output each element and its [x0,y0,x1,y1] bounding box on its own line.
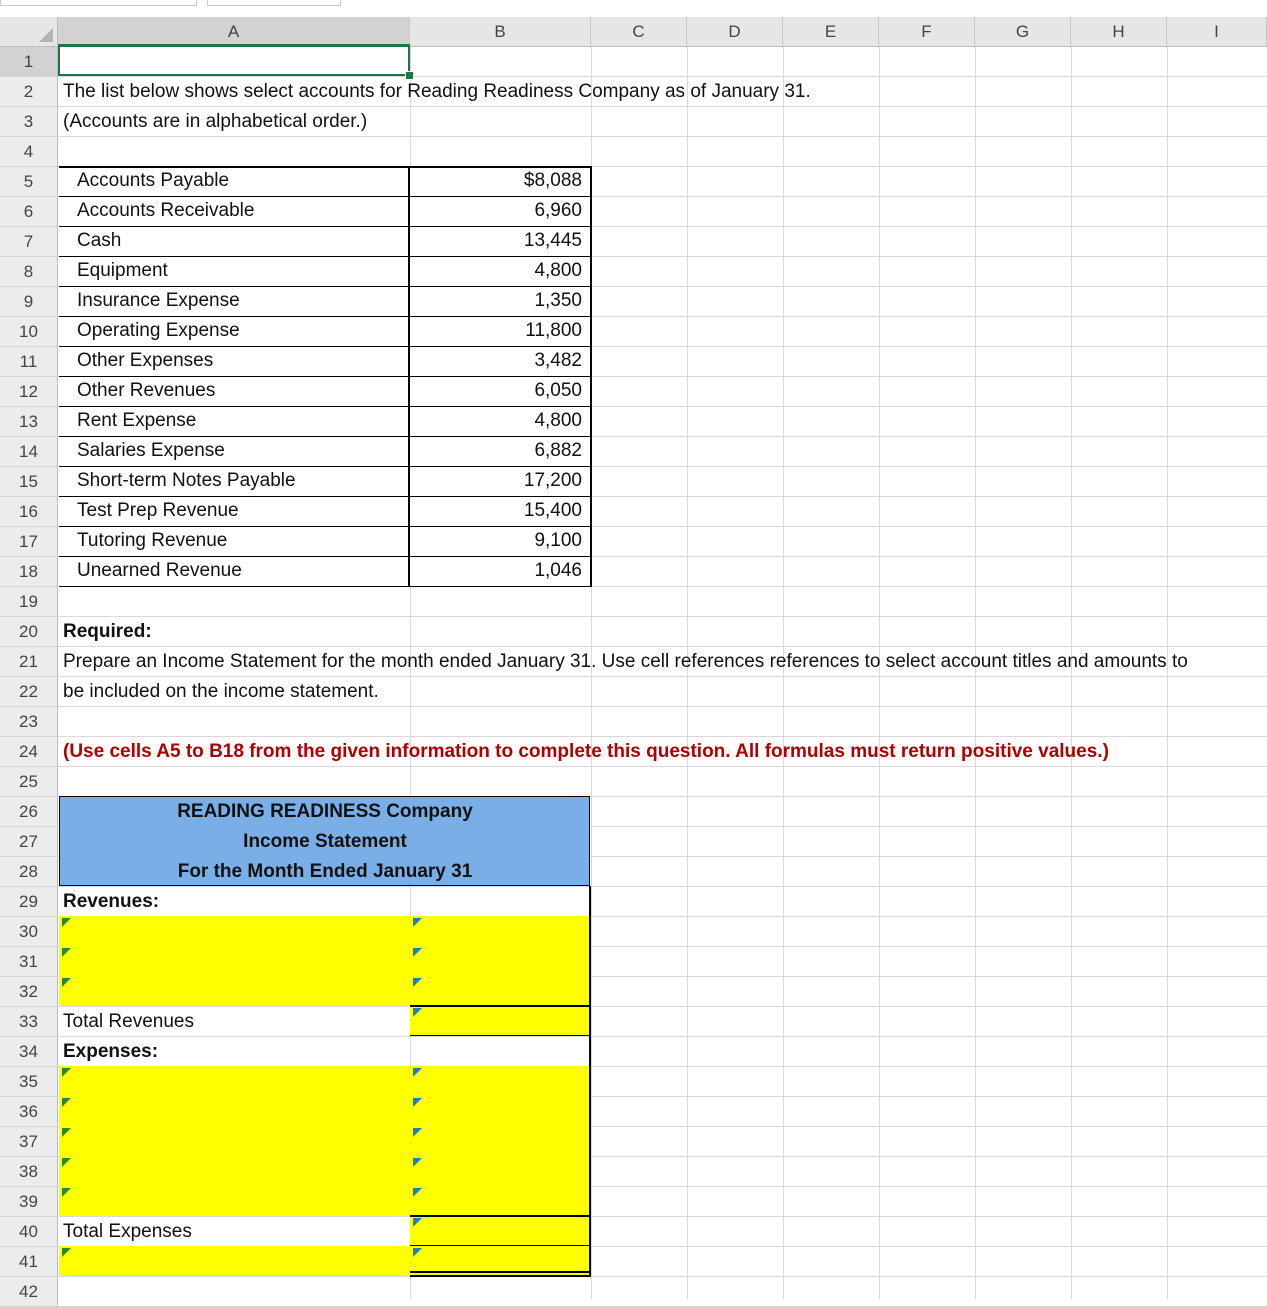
formula-marker-icon [62,918,71,927]
column-header-d[interactable] [687,17,783,47]
revenues-label: Revenues: [63,891,160,912]
row-header[interactable] [0,437,58,467]
column-letter: G [1015,21,1030,41]
column-letter: D [728,21,741,41]
row-number: 37 [19,1131,38,1151]
row-header[interactable] [0,1277,58,1307]
total-expenses-input[interactable] [410,1216,591,1246]
row-header[interactable] [0,167,58,197]
row-header[interactable] [0,227,58,257]
column-header-a[interactable] [58,17,410,47]
row-header[interactable] [0,587,58,617]
toolbar-tab-2[interactable] [207,0,341,6]
select-all-triangle-icon [39,28,53,42]
formula-marker-icon [413,1068,422,1077]
formula-marker-icon [413,1158,422,1167]
formula-marker-icon [413,978,422,987]
row-number: 33 [19,1011,38,1031]
column-letter: I [1214,21,1219,41]
row-number: 25 [19,771,38,791]
account-amount: 3,482 [534,350,582,371]
formula-marker-icon [62,1248,71,1257]
row-header[interactable] [0,917,58,947]
account-name: Salaries Expense [77,440,225,461]
row-number: 31 [19,951,38,971]
account-amount: 6,960 [534,200,582,221]
required-line-1: Prepare an Income Statement for the month ended January 31. Use cell references references to select account titles and amounts to [63,651,1188,672]
row-header[interactable] [0,527,58,557]
statement-title: Income Statement [243,831,407,852]
account-name: Test Prep Revenue [77,500,239,521]
row-header[interactable] [0,1007,58,1037]
formula-marker-icon [62,1128,71,1137]
row-header[interactable] [0,1067,58,1097]
row-number: 16 [19,501,38,521]
row-header[interactable] [0,677,58,707]
row-header[interactable] [0,1127,58,1157]
intro-line-2: (Accounts are in alphabetical order.) [63,111,368,132]
row-number: 15 [19,471,38,491]
formula-marker-icon [413,948,422,957]
row-number: 18 [19,561,38,581]
row-number: 23 [19,711,38,731]
row-number: 38 [19,1161,38,1181]
row-number: 1 [23,51,34,71]
table-column-border [590,166,592,587]
formula-marker-icon [413,918,422,927]
table-top-border [59,166,591,168]
total-expenses-bottom-border [410,1245,591,1246]
formula-marker-icon [62,1158,71,1167]
account-amount: 1,046 [534,560,582,581]
row-header[interactable] [0,1097,58,1127]
formula-marker-icon [62,978,71,987]
column-letter: F [921,21,932,41]
column-header-g[interactable] [975,17,1071,47]
row-number: 19 [19,591,38,611]
table-row-border [59,586,591,587]
row-header[interactable] [0,287,58,317]
row-header[interactable] [0,1157,58,1187]
row-number: 5 [23,171,34,191]
row-number: 21 [19,651,38,671]
account-name: Unearned Revenue [77,560,242,581]
account-name: Tutoring Revenue [77,530,228,551]
account-amount: 4,800 [534,260,582,281]
row-number: 42 [19,1281,38,1301]
account-name: Other Expenses [77,350,214,371]
row-header[interactable] [0,827,58,857]
row-header[interactable] [0,947,58,977]
row-header[interactable] [0,557,58,587]
expense-input-area[interactable] [59,1066,591,1216]
account-amount: 1,350 [534,290,582,311]
formula-marker-icon [413,1098,422,1107]
row-header[interactable] [0,737,58,767]
row-header[interactable] [0,257,58,287]
row-number: 20 [19,621,38,641]
account-name: Short-term Notes Payable [77,470,296,491]
formula-marker-icon [413,1008,422,1017]
row-header[interactable] [0,887,58,917]
select-all-corner[interactable] [0,17,58,47]
row-header[interactable] [0,707,58,737]
row-header[interactable] [0,407,58,437]
row-number: 30 [19,921,38,941]
total-revenues-bottom-border [410,1035,591,1036]
account-name: Rent Expense [77,410,197,431]
formula-marker-icon [62,1188,71,1197]
account-name: Accounts Receivable [77,200,255,221]
account-name: Insurance Expense [77,290,240,311]
row-number: 8 [23,261,34,281]
column-header-c[interactable] [591,17,687,47]
row-number: 13 [19,411,38,431]
account-amount: 17,200 [523,470,582,491]
row-header[interactable] [0,1187,58,1217]
total-revenues-top-border [410,1005,591,1007]
grid-row-line [58,616,1267,617]
column-header-i[interactable] [1167,17,1267,47]
row-number: 6 [23,201,34,221]
account-amount: 4,800 [534,410,582,431]
row-number: 3 [23,111,34,131]
grid-row-line [58,1036,1267,1037]
account-name: Operating Expense [77,320,240,341]
account-name: Other Revenues [77,380,216,401]
row-number: 39 [19,1191,38,1211]
row-number: 27 [19,831,38,851]
row-header[interactable] [0,137,58,167]
row-number: 17 [19,531,38,551]
row-number: 32 [19,981,38,1001]
column-letter: H [1112,21,1125,41]
account-amount: $8,088 [523,170,582,191]
row-number: 9 [23,291,34,311]
net-income-double-underline-2 [410,1275,591,1277]
row-header[interactable] [0,797,58,827]
row-header[interactable] [0,317,58,347]
row-number: 14 [19,441,38,461]
row-number: 40 [19,1221,38,1241]
statement-company-name: READING READINESS Company [177,801,473,822]
total-expenses-top-border [410,1215,591,1217]
column-header-e[interactable] [783,17,879,47]
required-heading: Required: [63,621,152,642]
row-header[interactable] [0,647,58,677]
grid-row-line [58,1216,1267,1217]
row-header[interactable] [0,377,58,407]
row-header[interactable] [0,497,58,527]
account-amount: 6,882 [534,440,582,461]
row-header[interactable] [0,197,58,227]
total-expenses-label: Total Expenses [63,1221,192,1242]
grid-row-line [58,1276,1267,1277]
total-revenues-label: Total Revenues [63,1011,194,1032]
row-header[interactable] [0,77,58,107]
account-name: Accounts Payable [77,170,230,191]
required-line-2: be included on the income statement. [63,681,379,702]
row-number: 7 [23,231,34,251]
formula-marker-icon [413,1218,422,1227]
account-name: Equipment [77,260,168,281]
statement-right-border [589,886,591,1276]
expenses-label: Expenses: [63,1041,159,1062]
row-header[interactable] [0,767,58,797]
instruction-note: (Use cells A5 to B18 from the given information to complete this question. All formulas must return positive values.) [63,741,1109,762]
column-header-f[interactable] [879,17,975,47]
row-number: 41 [19,1251,38,1271]
formula-marker-icon [62,1068,71,1077]
statement-period: For the Month Ended January 31 [177,861,473,882]
row-header[interactable] [0,617,58,647]
row-header[interactable] [0,467,58,497]
row-header[interactable] [0,977,58,1007]
column-header-h[interactable] [1071,17,1167,47]
account-amount: 6,050 [534,380,582,401]
row-number: 12 [19,381,38,401]
account-amount: 15,400 [523,500,582,521]
column-letter: C [632,21,645,41]
row-number: 24 [19,741,38,761]
column-letter: E [824,21,837,41]
row-number: 36 [19,1101,38,1121]
selected-cell-a1[interactable] [58,44,410,76]
account-amount: 11,800 [525,320,582,341]
column-header-b[interactable] [410,17,591,47]
grid-row-line [58,1006,1267,1007]
row-header[interactable] [0,347,58,377]
column-letter: B [494,21,506,41]
intro-line-1: The list below shows select accounts for Reading Readiness Company as of January 31. [63,81,811,102]
row-header[interactable] [0,47,58,77]
net-income-double-underline-1 [410,1271,591,1273]
formula-marker-icon [413,1128,422,1137]
account-amount: 9,100 [534,530,582,551]
column-letter: A [227,21,240,41]
row-number: 10 [19,321,38,341]
row-number: 34 [19,1041,38,1061]
row-number: 4 [23,141,34,161]
formula-marker-icon [62,1098,71,1107]
row-header[interactable] [0,1037,58,1067]
row-number: 28 [19,861,38,881]
toolbar-tab-1[interactable] [0,0,197,6]
row-number: 35 [19,1071,38,1091]
formula-marker-icon [413,1248,422,1257]
account-amount: 13,445 [523,230,582,251]
row-number: 2 [23,81,34,101]
account-name: Cash [77,230,122,251]
row-number: 26 [19,801,38,821]
formula-marker-icon [413,1188,422,1197]
row-header[interactable] [0,107,58,137]
row-number: 29 [19,891,38,911]
total-revenues-input[interactable] [410,1006,591,1036]
row-number: 22 [19,681,38,701]
row-number: 11 [19,351,38,371]
table-column-border [408,166,410,587]
row-header[interactable] [0,1247,58,1277]
revenue-input-area[interactable] [59,916,591,1006]
formula-marker-icon [62,948,71,957]
row-header[interactable] [0,857,58,887]
row-header[interactable] [0,1217,58,1247]
